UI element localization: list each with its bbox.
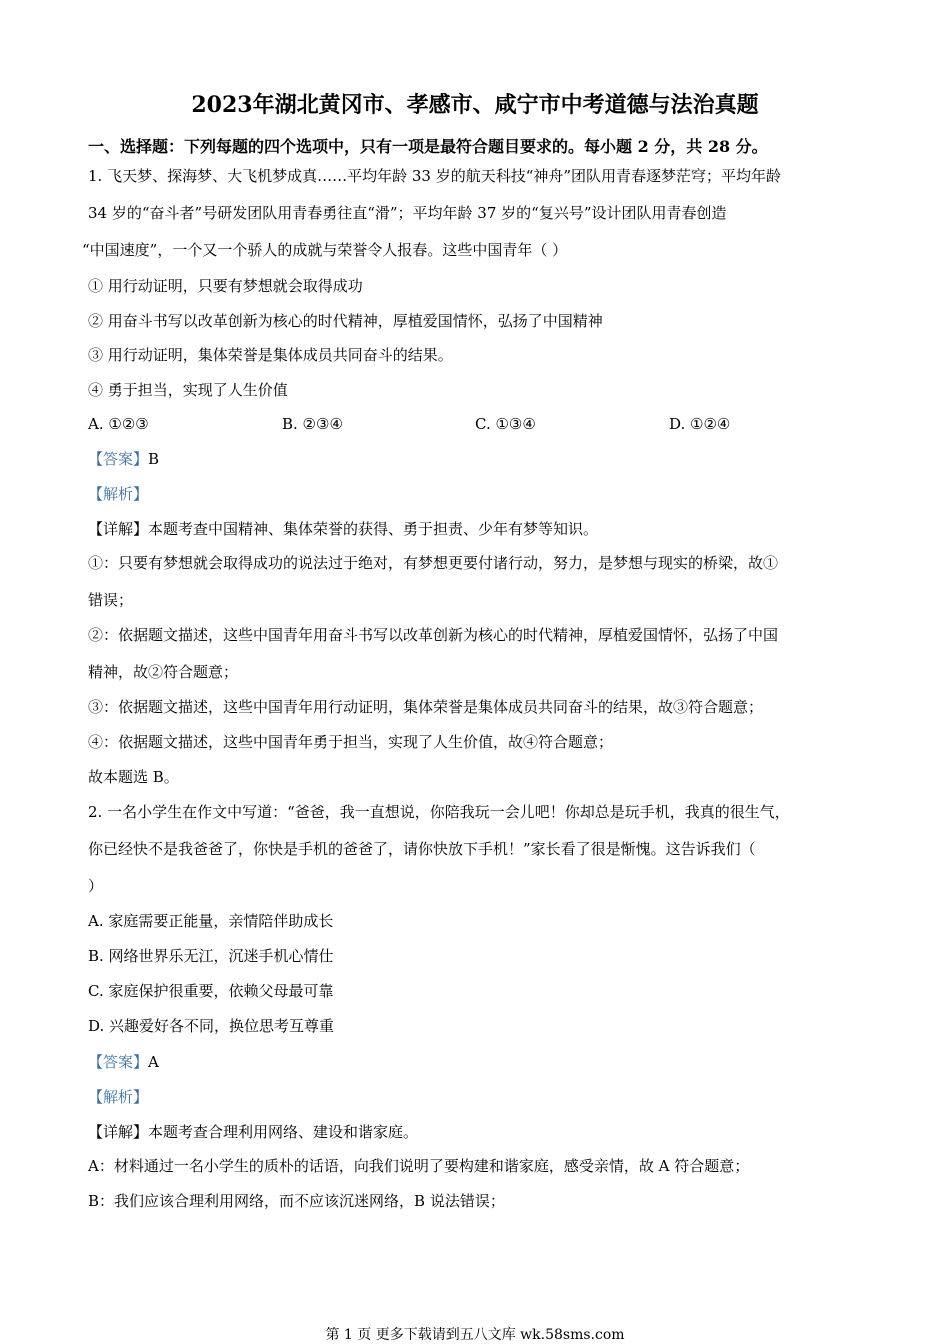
- q1-explain-1a: ①：只要有梦想就会取得成功的说法过于绝对，有梦想更要付诸行动，努力，是梦想与现实的桥梁，故①: [88, 554, 779, 572]
- q1-option-b: B. ②③④: [282, 415, 343, 433]
- q2-analysis-tag: 【解析】: [88, 1088, 149, 1106]
- q2-option-c: C. 家庭保护很重要，依赖父母最可靠: [88, 982, 334, 1000]
- q2-option-a: A. 家庭需要正能量，亲情陪伴助成长: [88, 912, 334, 930]
- q2-answer: [88, 1052, 159, 1072]
- q1-explain-3: ③：依据题文描述，这些中国青年用行动证明，集体荣誉是集体成员共同奋斗的结果，故③符合题意；: [88, 698, 764, 716]
- q1-stem-line2: 34 岁的“奋斗者”号研发团队用青春勇往直“滑”；平均年龄 37 岁的“复兴号”设计团队用青春创造: [88, 204, 727, 222]
- q1-conclusion: 故本题选 B。: [88, 768, 179, 786]
- q1-analysis-tag: 【解析】: [88, 485, 149, 503]
- q2-stem-line1: 2. 一名小学生在作文中写道：“爸爸，我一直想说，你陪我玩一会儿吧！你却总是玩手机，我真的很生气，: [88, 803, 790, 821]
- answer-value: B: [148, 450, 160, 468]
- detail-text: 本题考查合理利用网络、建设和谐家庭。: [148, 1123, 419, 1141]
- page-footer: 第 1 页 更多下载请到五八文库 wk.58sms.com: [325, 1327, 625, 1343]
- section-heading: 一、选择题：下列每题的四个选项中，只有一项是最符合题目要求的。每小题 2 分，共 28 分。: [88, 137, 768, 156]
- q1-option-c: C. ①③④: [475, 415, 536, 433]
- q2-option-b: B. 网络世界乐无江，沉迷手机心情仕: [88, 947, 334, 965]
- q2-explain-b: B：我们应该合理利用网络，而不应该沉迷网络，B 说法错误；: [88, 1192, 505, 1210]
- q1-item-3: ③ 用行动证明，集体荣誉是集体成员共同奋斗的结果。: [88, 346, 453, 364]
- detail-tag: 【详解】: [88, 1123, 149, 1141]
- q1-detail: [88, 519, 598, 539]
- q1-item-1: ① 用行动证明，只要有梦想就会取得成功: [88, 277, 363, 295]
- answer-value: A: [148, 1053, 159, 1071]
- q2-detail: [88, 1122, 418, 1142]
- answer-tag: 【答案】: [88, 1053, 149, 1071]
- q1-stem-line3: “中国速度”，一个又一个骄人的成就与荣誉令人报春。这些中国青年（ ）: [82, 241, 568, 259]
- q1-explain-2a: ②：依据题文描述，这些中国青年用奋斗书写以改革创新为核心的时代精神，厚植爱国情怀，弘扬了中国: [88, 626, 779, 644]
- q1-answer: [88, 449, 159, 469]
- q2-explain-a: A：材料通过一名小学生的质朴的话语，向我们说明了要构建和谐家庭，感受亲情，故 A 符合题意；: [88, 1157, 750, 1175]
- detail-text: 本题考查中国精神、集体荣誉的获得、勇于担责、少年有梦等知识。: [148, 520, 599, 538]
- q2-option-d: D. 兴趣爱好各不同，换位思考互尊重: [88, 1017, 335, 1035]
- q1-item-2: ② 用奋斗书写以改革创新为核心的时代精神，厚植爱国情怀，弘扬了中国精神: [88, 312, 603, 330]
- q1-explain-1b: 错误；: [88, 591, 134, 609]
- q1-stem-line1: 1. 飞天梦、探海梦、大飞机梦成真……平均年龄 33 岁的航天科技“神舟”团队用青春逐梦茫穹；平均年龄: [88, 167, 782, 185]
- q2-stem-line2: 你已经快不是我爸爸了，你快是手机的爸爸了，请你快放下手机！”家长看了很是惭愧。这告诉我们（: [88, 840, 756, 858]
- q1-option-d: D. ①②④: [669, 415, 731, 433]
- q1-explain-2b: 精神，故②符合题意；: [88, 663, 239, 681]
- q1-option-a: A. ①②③: [88, 415, 149, 433]
- q2-stem-line3: ）: [88, 877, 104, 895]
- q1-item-4: ④ 勇于担当，实现了人生价值: [88, 381, 288, 399]
- detail-tag: 【详解】: [88, 520, 149, 538]
- answer-tag: 【答案】: [88, 450, 149, 468]
- q1-explain-4: ④：依据题文描述，这些中国青年勇于担当，实现了人生价值，故④符合题意；: [88, 733, 614, 751]
- page-title: 2023年湖北黄冈市、孝感市、咸宁市中考道德与法治真题: [191, 92, 759, 118]
